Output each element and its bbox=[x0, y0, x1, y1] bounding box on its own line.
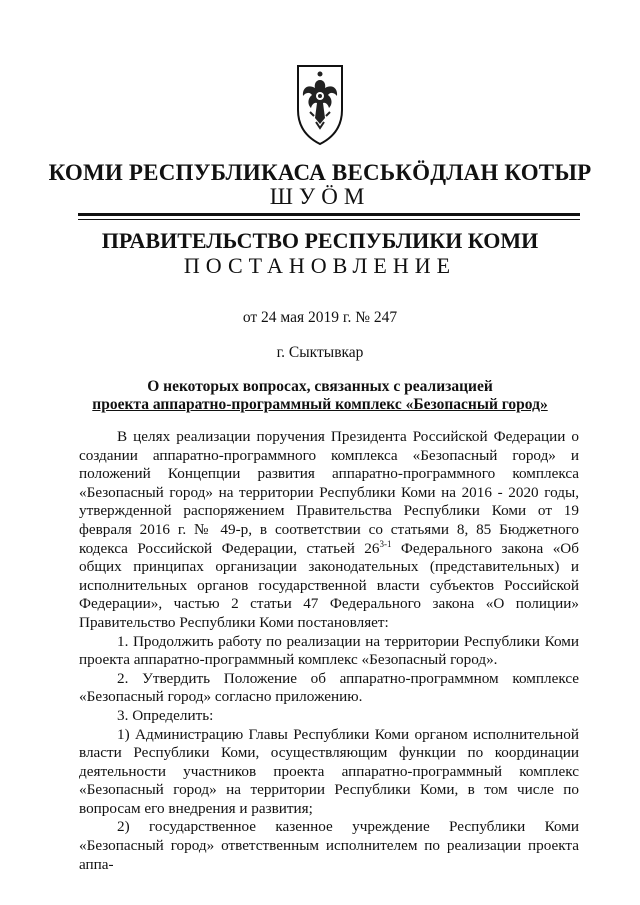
item-2-paragraph: 2. Утвердить Положение об аппаратно-программном комплексе «Безопасный город» согласно приложению. bbox=[79, 669, 579, 706]
document-date-number: от 24 мая 2019 г. № 247 bbox=[242, 309, 398, 326]
item-1-paragraph: 1. Продолжить работу по реализации на территории Республики Коми проекта аппаратно-программный комплекс «Безопасный город». bbox=[79, 632, 579, 669]
document-body bbox=[79, 428, 579, 874]
header-divider-thick bbox=[78, 213, 580, 216]
document-title-line-2: проекта аппаратно-программный комплекс «Безопасный город» bbox=[92, 396, 548, 413]
item-3-paragraph: 3. Определить: bbox=[117, 706, 214, 724]
intro-superscript: 3-1 bbox=[379, 538, 392, 549]
intro-paragraph bbox=[79, 428, 579, 633]
komi-coat-of-arms-icon bbox=[294, 62, 346, 146]
komi-header-line-2: ШУӦМ bbox=[269, 184, 371, 209]
government-title: ПРАВИТЕЛЬСТВО РЕСПУБЛИКИ КОМИ bbox=[101, 228, 539, 253]
document-type: ПОСТАНОВЛЕНИЕ bbox=[183, 253, 457, 278]
intro-text-part-2: Федерального закона «Об общих принципах организации законодательных (представительных) и исполнительных органов государственной власти субъектов Российской Федерации», частью 2 статьи 47 Федерального закона «О полиции» Правительство Республики Коми постановляет: bbox=[79, 539, 579, 631]
header-divider-thin bbox=[78, 219, 580, 220]
item-3-2-paragraph: 2) государственное казенное учреждение Республики Коми «Безопасный город» ответственным исполнителем по реализации проекта аппа- bbox=[79, 818, 579, 873]
komi-header-line-1: КОМИ РЕСПУБЛИКАСА ВЕСЬКӦДЛАН КОТЫР bbox=[48, 160, 592, 185]
document-title-line-1: О некоторых вопросах, связанных с реализацией bbox=[147, 378, 493, 395]
document-city: г. Сыктывкар bbox=[276, 344, 364, 361]
item-3-1-paragraph: 1) Администрацию Главы Республики Коми органом исполнительной власти Республики Коми, осуществляющим функции по координации деятельности участников проекта аппаратно-программный комплекс «Безопасный город» на территории Республики Коми, в том числе по вопросам его внедрения и развития; bbox=[79, 725, 579, 817]
intro-text-part-1: В целях реализации поручения Президента Российской Федерации о создании аппаратно-программного комплекса «Безопасный город» и положений Концепции развития аппаратно-программного комплекса «Безопасный город» на территории Республики Коми на 2016 - 2020 годы, утвержденной распоряжением Правительства Республики Коми от 19 февраля 2016 г. № 49-р, в соответствии со статьями 8, 85 Бюджетного кодекса Российской Федерации, статьей 26 bbox=[79, 428, 579, 557]
